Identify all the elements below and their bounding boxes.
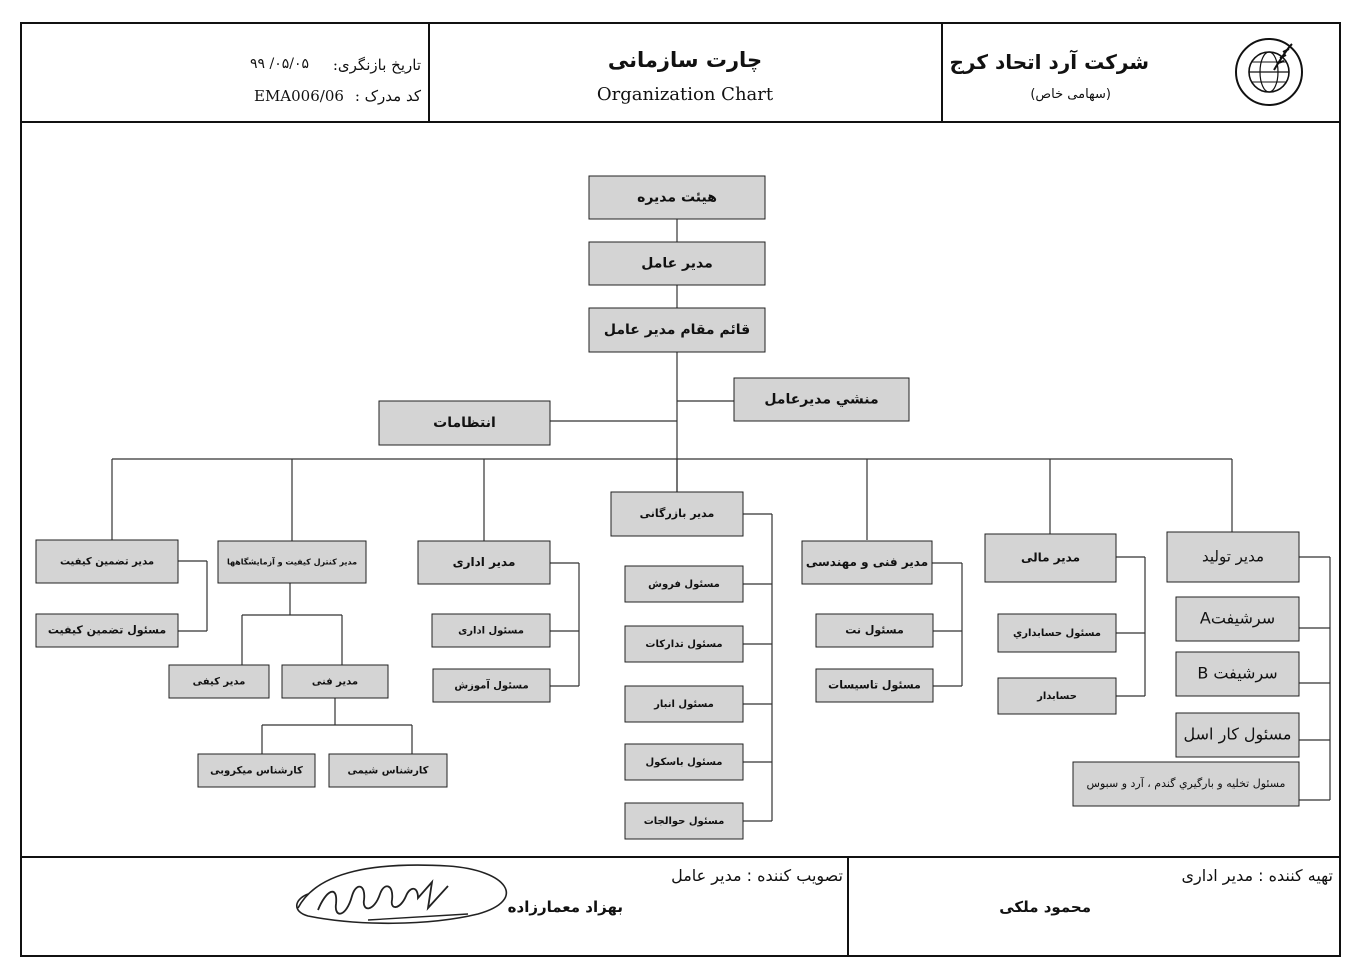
company-name: شرکت آرد اتحاد کرج: [949, 50, 1149, 74]
finance-staff-box-1-label: مسئول حسابداري: [1013, 628, 1101, 639]
ceo-secretary-box-label: منشي مديرعامل: [764, 391, 879, 408]
deputy-ceo-box-label: قائم مقام مدیر عامل: [603, 322, 751, 338]
approved-by-name: بهزاد معمارزاده: [507, 898, 623, 916]
finance-staff-box-2-label: حسابدار: [1037, 691, 1077, 702]
finance-head-box-label: مدیر مالی: [1020, 550, 1081, 565]
production-staff-box-1-label: سرشیفتA: [1199, 608, 1276, 628]
production-staff-box-1: [1176, 597, 1299, 641]
qc-expert-box-1: [198, 754, 315, 787]
technical-staff-box-2: [816, 669, 933, 702]
production-staff-box-3: [1176, 713, 1299, 757]
signature: [288, 860, 518, 932]
qa-staff-box-1: [36, 614, 178, 647]
production-staff-box-2: [1176, 652, 1299, 696]
discipline-box: [379, 401, 550, 445]
approved-by-label: تصویب کننده : مدیر عامل: [671, 866, 843, 885]
qc-expert-box-2-label: کارشناس شیمی: [347, 765, 429, 777]
production-head-box: [1167, 532, 1299, 582]
doc-code-label: کد مدرک :: [354, 87, 421, 105]
qc-head-box: [218, 541, 366, 583]
qc-expert-box-1-label: کارشناس میکروبی: [210, 765, 303, 777]
admin-head-box-label: مدیر اداری: [452, 555, 516, 569]
commerce-staff-box-5-label: مسئول حوالجات: [643, 816, 725, 827]
deputy-ceo-box: [589, 308, 765, 352]
board-box-label: هیئت مدیره: [637, 189, 717, 206]
production-staff-box-4-label: مسئول تخلیه و بارگیري گندم ، آرد و سبوس: [1086, 777, 1286, 790]
commerce-head-box: [611, 492, 743, 536]
ceo-box-label: مدیر عامل: [641, 255, 713, 272]
prepared-by-name: محمود ملکی: [999, 898, 1091, 916]
commerce-staff-box-1: [625, 566, 743, 602]
commerce-staff-box-4: [625, 744, 743, 780]
admin-head-box: [418, 541, 550, 584]
technical-head-box: [802, 541, 932, 584]
commerce-staff-box-3-label: مسئول انبار: [654, 699, 714, 710]
qa-head-box: [36, 540, 178, 583]
admin-staff-box-2-label: مسئول آموزش: [454, 680, 529, 692]
admin-staff-box-1: [432, 614, 550, 647]
technical-staff-box-1-label: مسئول نت: [845, 623, 904, 637]
finance-staff-box-2: [998, 678, 1116, 714]
production-head-box-label: مدير توليد: [1201, 547, 1265, 566]
company-type: (سهامی خاص): [1030, 87, 1111, 102]
commerce-staff-box-5: [625, 803, 743, 839]
commerce-staff-box-2-label: مسئول تدارکات: [645, 639, 723, 650]
qc-head-box-label: مدیر کنترل کیفیت و آزمایشگاهها: [226, 557, 358, 567]
discipline-box-label: انتظامات: [433, 415, 496, 431]
revision-label: تاریخ بازنگری:: [332, 56, 421, 74]
doc-code: EMA006/06: [254, 87, 344, 105]
qc-sub-box-1-label: مدیر کیفی: [192, 676, 246, 688]
commerce-head-box-label: مدیر بازرگانی: [639, 507, 715, 520]
technical-head-box-label: مدیر فنی و مهندسی: [805, 555, 929, 569]
revision-date: ۹۹ /۰۵/۰۵: [250, 56, 310, 72]
technical-staff-box-2-label: مسئول تاسیسات: [828, 678, 921, 692]
finance-head-box: [985, 534, 1116, 582]
commerce-staff-box-3: [625, 686, 743, 722]
page-title-en: Organization Chart: [596, 84, 774, 105]
admin-staff-box-1-label: مسئول اداری: [458, 625, 524, 637]
qc-sub-box-1: [169, 665, 269, 698]
commerce-staff-box-4-label: مسئول باسکول: [645, 757, 723, 768]
production-staff-box-4: [1073, 762, 1299, 806]
commerce-staff-box-2: [625, 626, 743, 662]
ceo-secretary-box: [734, 378, 909, 421]
qc-expert-box-2: [329, 754, 447, 787]
prepared-by-label: تهیه کننده : مدیر اداری: [1181, 866, 1333, 885]
board-box: [589, 176, 765, 219]
commerce-staff-box-1-label: مسئول فروش: [648, 579, 720, 590]
technical-staff-box-1: [816, 614, 933, 647]
page-title-fa: چارت سازمانی: [607, 48, 763, 72]
production-staff-box-3-label: مسئول کار اسل: [1183, 724, 1292, 744]
production-staff-box-2-label: سرشیفت B: [1197, 663, 1278, 683]
ceo-box: [589, 242, 765, 285]
qc-sub-box-2-label: مدیر فنی: [311, 676, 359, 688]
qa-staff-box-1-label: مسئول تضمین کیفیت: [47, 623, 167, 637]
qa-head-box-label: مدیر تضمین کیفیت: [59, 556, 155, 568]
admin-staff-box-2: [433, 669, 550, 702]
qc-sub-box-2: [282, 665, 388, 698]
finance-staff-box-1: [998, 614, 1116, 652]
